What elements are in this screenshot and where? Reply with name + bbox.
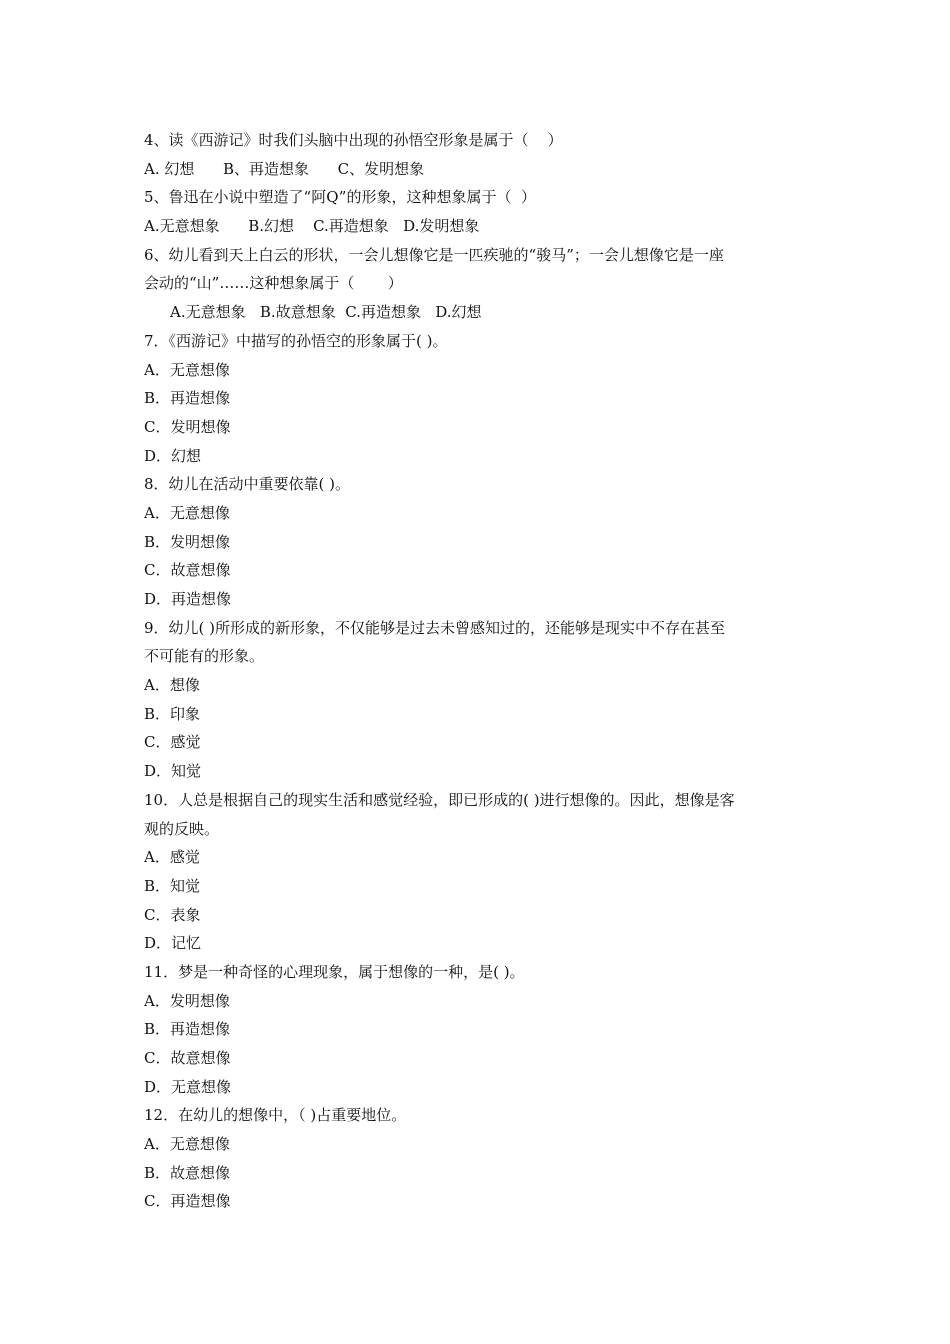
question-11-option-a: A．发明想像 [144,991,230,1010]
question-4-stem: 4、读《西游记》时我们头脑中出现的孙悟空形象是属于（ ） [144,131,563,149]
question-9-option-a: A．想像 [144,676,200,695]
question-10-option-a: A．感觉 [144,848,200,867]
question-10-option-b: B．知觉 [144,876,201,895]
question-12-option-b: B．故意想像 [144,1163,231,1182]
question-7-option-b: B．再造想像 [144,389,231,408]
question-9-stem-line-2: 不可能有的形象。 [144,647,265,666]
question-10-option-c: C．表象 [144,905,201,924]
question-11-option-b: B．再造想像 [144,1020,231,1039]
question-7-option-d: D．幻想 [144,446,202,465]
question-7-option-c: C．发明想像 [144,417,231,436]
question-10-stem-line-1: 10．人总是根据自己的现实生活和感觉经验，即已形成的( )进行想像的。因此，想像是客 [144,790,735,809]
question-9-stem-line-1: 9．幼儿( )所形成的新形象，不仅能够是过去未曾感知过的，还能够是现实中不存在甚至 [144,618,726,637]
question-8-option-d: D．再造想像 [144,590,232,608]
question-10-stem-line-2: 观的反映。 [144,819,220,838]
question-6-stem-line-1: 6、幼儿看到天上白云的形状，一会儿想像它是一匹疾驰的“骏马”；一会儿想像它是一座 [144,245,724,264]
question-6-options: A.无意想象 B.故意想象 C.再造想象 D.幻想 [170,303,482,322]
question-11-option-d: D．无意想像 [144,1077,232,1096]
question-12-stem: 12．在幼儿的想像中，（ )占重要地位。 [144,1106,407,1125]
question-8-stem: 8．幼儿在活动中重要依靠( )。 [144,475,351,494]
question-9-option-c: C．感觉 [144,733,201,752]
question-10-option-d: D．记忆 [144,934,202,953]
question-11-option-c: C．故意想像 [144,1049,231,1067]
question-8-option-b: B．发明想像 [144,532,231,551]
question-5-stem: 5、鲁迅在小说中塑造了“阿Q”的形象，这种想象属于（ ） [144,188,536,207]
question-8-option-a: A．无意想像 [144,503,230,522]
question-6-stem-line-2: 会动的“山”……这种想象属于（ ） [144,274,403,293]
question-7-option-a: A．无意想像 [144,360,230,379]
question-9-option-b: B．印象 [144,704,201,723]
question-5-options: A.无意想象 B.幻想 C.再造想象 D.发明想象 [144,217,480,236]
question-11-stem: 11．梦是一种奇怪的心理现象，属于想像的一种，是( )。 [144,962,525,981]
question-7-stem: 7．《西游记》中描写的孙悟空的形象属于( )。 [144,331,448,350]
question-8-option-c: C．故意想像 [144,561,231,580]
question-12-option-c: C．再造想像 [144,1192,231,1211]
document-page [144,126,814,1216]
question-12-option-a: A．无意想像 [144,1135,230,1154]
question-4-options: A. 幻想 B、再造想象 C、发明想象 [144,159,425,178]
question-9-option-d: D．知觉 [144,762,202,781]
